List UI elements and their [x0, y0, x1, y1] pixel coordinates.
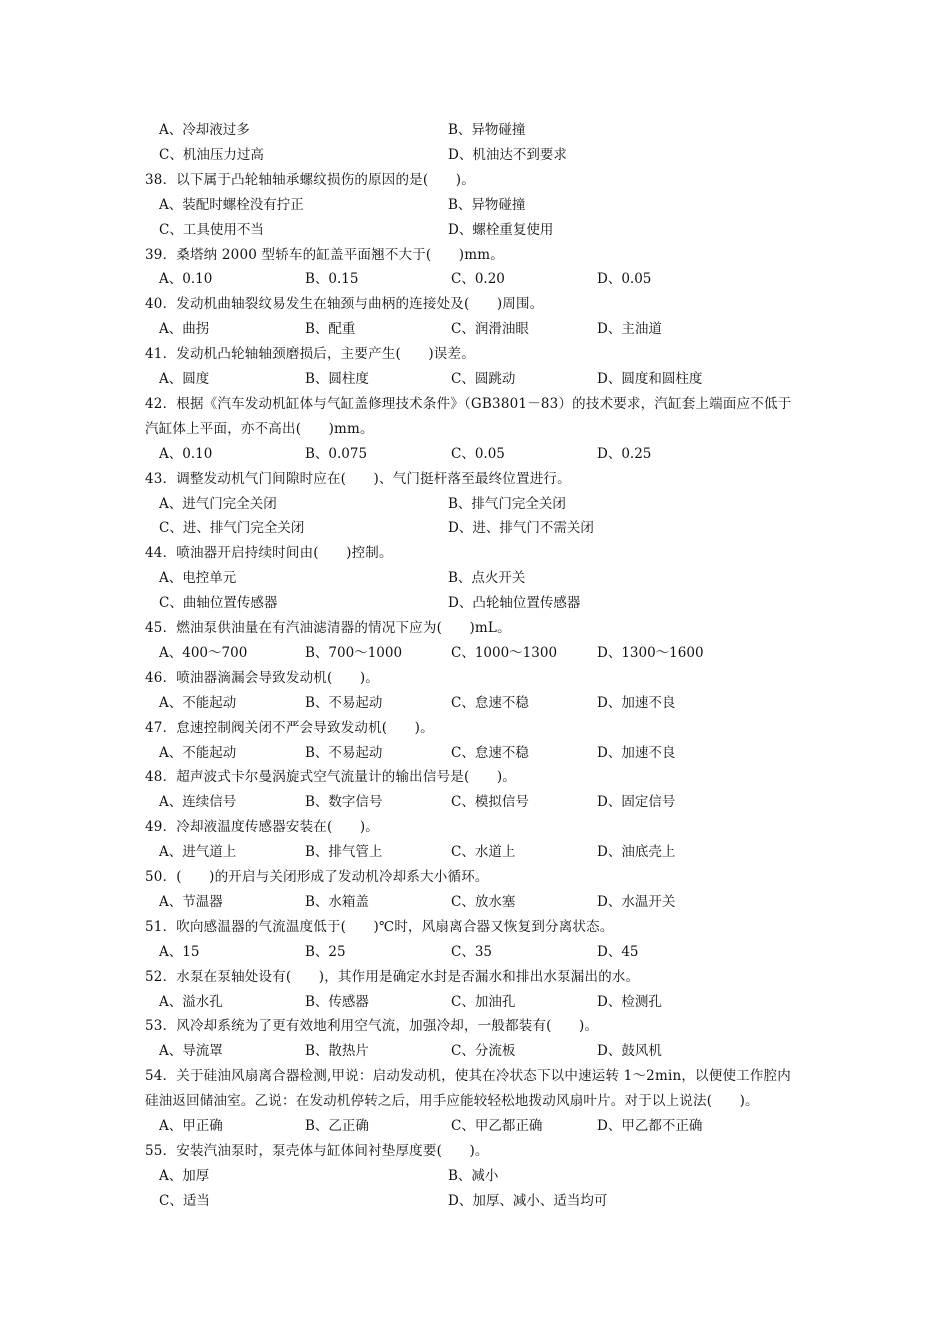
answer-option: B、不易起动: [305, 744, 383, 761]
answer-option: A、0.10: [159, 445, 213, 462]
question-text: 38．以下属于凸轮轴轴承螺纹损伤的原因的是( )。: [145, 171, 475, 188]
answer-option: D、45: [597, 943, 639, 960]
answer-option: A、溢水孔: [159, 993, 223, 1010]
question-text: 50．( )的开启与关闭形成了发动机冷却系大小循环。: [145, 869, 489, 885]
answer-options-row: [145, 892, 815, 912]
answer-options-row: [145, 842, 815, 862]
answer-option: B、减小: [448, 1167, 499, 1184]
answer-option: C、适当: [159, 1192, 210, 1209]
answer-option: B、不易起动: [305, 694, 383, 711]
question-text: 45．燃油泵供油量在有汽油滤清器的情况下应为( )mL。: [145, 620, 511, 636]
question-text: 53．风冷却系统为了更有效地利用空气流，加强冷却，一般都装有( )。: [145, 1018, 599, 1035]
answer-option: C、35: [451, 943, 493, 960]
answer-options-row: [145, 319, 815, 339]
answer-option: A、节温器: [159, 893, 223, 910]
question-text: 48．超声波式卡尔曼涡旋式空气流量计的输出信号是( )。: [145, 769, 517, 786]
answer-option: B、配重: [305, 321, 356, 338]
answer-option: D、螺栓重复使用: [448, 221, 554, 238]
answer-option: D、加厚、减小、适当均可: [448, 1192, 608, 1209]
answer-options-row: [145, 693, 815, 713]
answer-options-row: [145, 593, 815, 613]
answer-options-row: [145, 743, 815, 763]
answer-option: A、装配时螺栓没有拧正: [159, 196, 304, 213]
answer-option: C、分流板: [451, 1043, 516, 1060]
answer-option: A、进气道上: [159, 844, 237, 861]
answer-option: B、25: [305, 943, 346, 960]
answer-options-row: [145, 518, 815, 538]
question-text: 46．喷油器滴漏会导致发动机( )。: [145, 669, 380, 686]
answer-options-row: [145, 1041, 815, 1061]
answer-option: C、放水塞: [451, 893, 516, 910]
answer-options-row: [145, 1191, 815, 1211]
answer-option: C、甲乙都正确: [451, 1118, 543, 1134]
answer-option: B、0.15: [305, 271, 359, 288]
answer-option: C、0.05: [451, 445, 505, 462]
question-text: 42．根据《汽车发动机缸体与气缸盖修理技术条件》（GB3801－83）的技术要求，汽缸套上端面应不低于: [145, 395, 792, 412]
answer-option: B、0.075: [305, 445, 368, 462]
answer-option: A、15: [159, 943, 200, 960]
answer-options-row: [145, 1166, 815, 1186]
answer-option: D、1300～1600: [597, 644, 704, 661]
answer-options-row: [145, 643, 815, 663]
answer-option: D、0.05: [597, 271, 652, 288]
answer-option: D、甲乙都不正确: [597, 1118, 703, 1134]
answer-options-row: [145, 269, 815, 289]
answer-option: A、400～700: [159, 644, 248, 661]
answer-option: A、不能起动: [159, 744, 237, 761]
answer-options-row: [145, 369, 815, 389]
answer-option: B、圆柱度: [305, 371, 369, 387]
answer-options-row: [145, 568, 815, 588]
answer-option: A、甲正确: [159, 1118, 223, 1134]
question-text: 43．调整发动机气门间隙时应在( )、气门挺杆落至最终位置进行。: [145, 470, 571, 487]
answer-option: C、曲轴位置传感器: [159, 595, 278, 612]
answer-option: A、0.10: [159, 271, 213, 288]
answer-option: C、加油孔: [451, 993, 516, 1010]
question-text: 52．水泵在泵轴处设有( )，其作用是确定水封是否漏水和排出水泵漏出的水。: [145, 968, 640, 985]
answer-options-row: [145, 220, 815, 240]
answer-option: D、0.25: [597, 445, 652, 462]
answer-option: A、进气门完全关闭: [159, 495, 277, 512]
answer-option: D、加速不良: [597, 744, 676, 761]
question-text: 40．发动机曲轴裂纹易发生在轴颈与曲柄的连接处及( )周围。: [145, 296, 544, 313]
answer-option: C、圆跳动: [451, 371, 516, 387]
answer-options-row: [145, 494, 815, 514]
question-text: 49．冷却液温度传感器安装在( )。: [145, 819, 380, 836]
question-text: 54．关于硅油风扇离合器检测,甲说：启动发动机，使其在冷状态下以中速运转 1～2min，以便使工作腔内: [145, 1068, 791, 1085]
answer-options-row: [145, 120, 815, 140]
answer-options-row: [145, 992, 815, 1012]
answer-option: D、凸轮轴位置传感器: [448, 595, 581, 612]
answer-option: B、传感器: [305, 993, 369, 1010]
answer-option: C、工具使用不当: [159, 221, 264, 238]
answer-option: D、机油达不到要求: [448, 146, 567, 163]
answer-options-row: [145, 444, 815, 464]
answer-option: D、圆度和圆柱度: [597, 371, 703, 387]
answer-option: D、鼓风机: [597, 1043, 662, 1060]
answer-option: A、冷却液过多: [159, 122, 250, 138]
question-text: 47．怠速控制阀关闭不严会导致发动机( )。: [145, 719, 434, 736]
answer-option: B、数字信号: [305, 794, 383, 811]
answer-option: D、检测孔: [597, 993, 662, 1010]
answer-option: B、水箱盖: [305, 893, 369, 910]
answer-option: C、机油压力过高: [159, 146, 264, 163]
answer-option: A、连续信号: [159, 794, 237, 811]
answer-options-row: [145, 145, 815, 165]
answer-option: A、不能起动: [159, 694, 237, 711]
answer-option: D、油底壳上: [597, 844, 676, 861]
answer-option: B、散热片: [305, 1043, 369, 1060]
answer-option: B、异物碰撞: [448, 196, 526, 213]
answer-option: C、怠速不稳: [451, 744, 529, 761]
question-text: 44．喷油器开启持续时间由( )控制。: [145, 545, 393, 562]
answer-option: C、1000～1300: [451, 644, 558, 661]
answer-option: B、点火开关: [448, 570, 526, 587]
answer-option: C、模拟信号: [451, 794, 529, 811]
answer-option: D、进、排气门不需关闭: [448, 520, 594, 537]
answer-options-row: [145, 792, 815, 812]
answer-option: C、0.20: [451, 271, 505, 288]
answer-option: A、导流罩: [159, 1043, 223, 1060]
answer-options-row: [145, 195, 815, 215]
answer-option: B、排气管上: [305, 844, 383, 861]
question-text-continued: 硅油返回储油室。乙说：在发动机停转之后，用手应能较轻松地拨动风扇叶片。对于以上说法( )。: [145, 1093, 759, 1110]
answer-options-row: [145, 942, 815, 962]
answer-option: D、固定信号: [597, 794, 676, 811]
answer-option: B、异物碰撞: [448, 122, 526, 138]
answer-option: A、电控单元: [159, 570, 237, 587]
question-text: 55．安装汽油泵时，泵壳体与缸体间衬垫厚度要( )。: [145, 1142, 489, 1159]
answer-option: D、加速不良: [597, 694, 676, 711]
question-text: 39．桑塔纳 2000 型轿车的缸盖平面翘不大于( )mm。: [145, 246, 504, 263]
answer-option: A、加厚: [159, 1167, 210, 1184]
answer-option: A、圆度: [159, 371, 210, 387]
question-text: 51．吹向感温器的气流温度低于( )℃时，风扇离合器又恢复到分离状态。: [145, 918, 614, 935]
answer-option: D、主油道: [597, 321, 662, 338]
answer-option: D、水温开关: [597, 893, 676, 910]
answer-option: A、曲拐: [159, 321, 210, 338]
answer-option: B、700～1000: [305, 644, 403, 661]
answer-option: B、乙正确: [305, 1118, 369, 1134]
answer-option: B、排气门完全关闭: [448, 495, 566, 512]
answer-options-row: [145, 1116, 815, 1136]
answer-option: C、进、排气门完全关闭: [159, 520, 305, 537]
answer-option: C、润滑油眼: [451, 321, 529, 338]
question-text: 41．发动机凸轮轴轴颈磨损后，主要产生( )误差。: [145, 346, 475, 363]
answer-option: C、水道上: [451, 844, 516, 861]
question-text-continued: 汽缸体上平面，亦不高出( )mm。: [145, 420, 374, 437]
answer-option: C、怠速不稳: [451, 694, 529, 711]
